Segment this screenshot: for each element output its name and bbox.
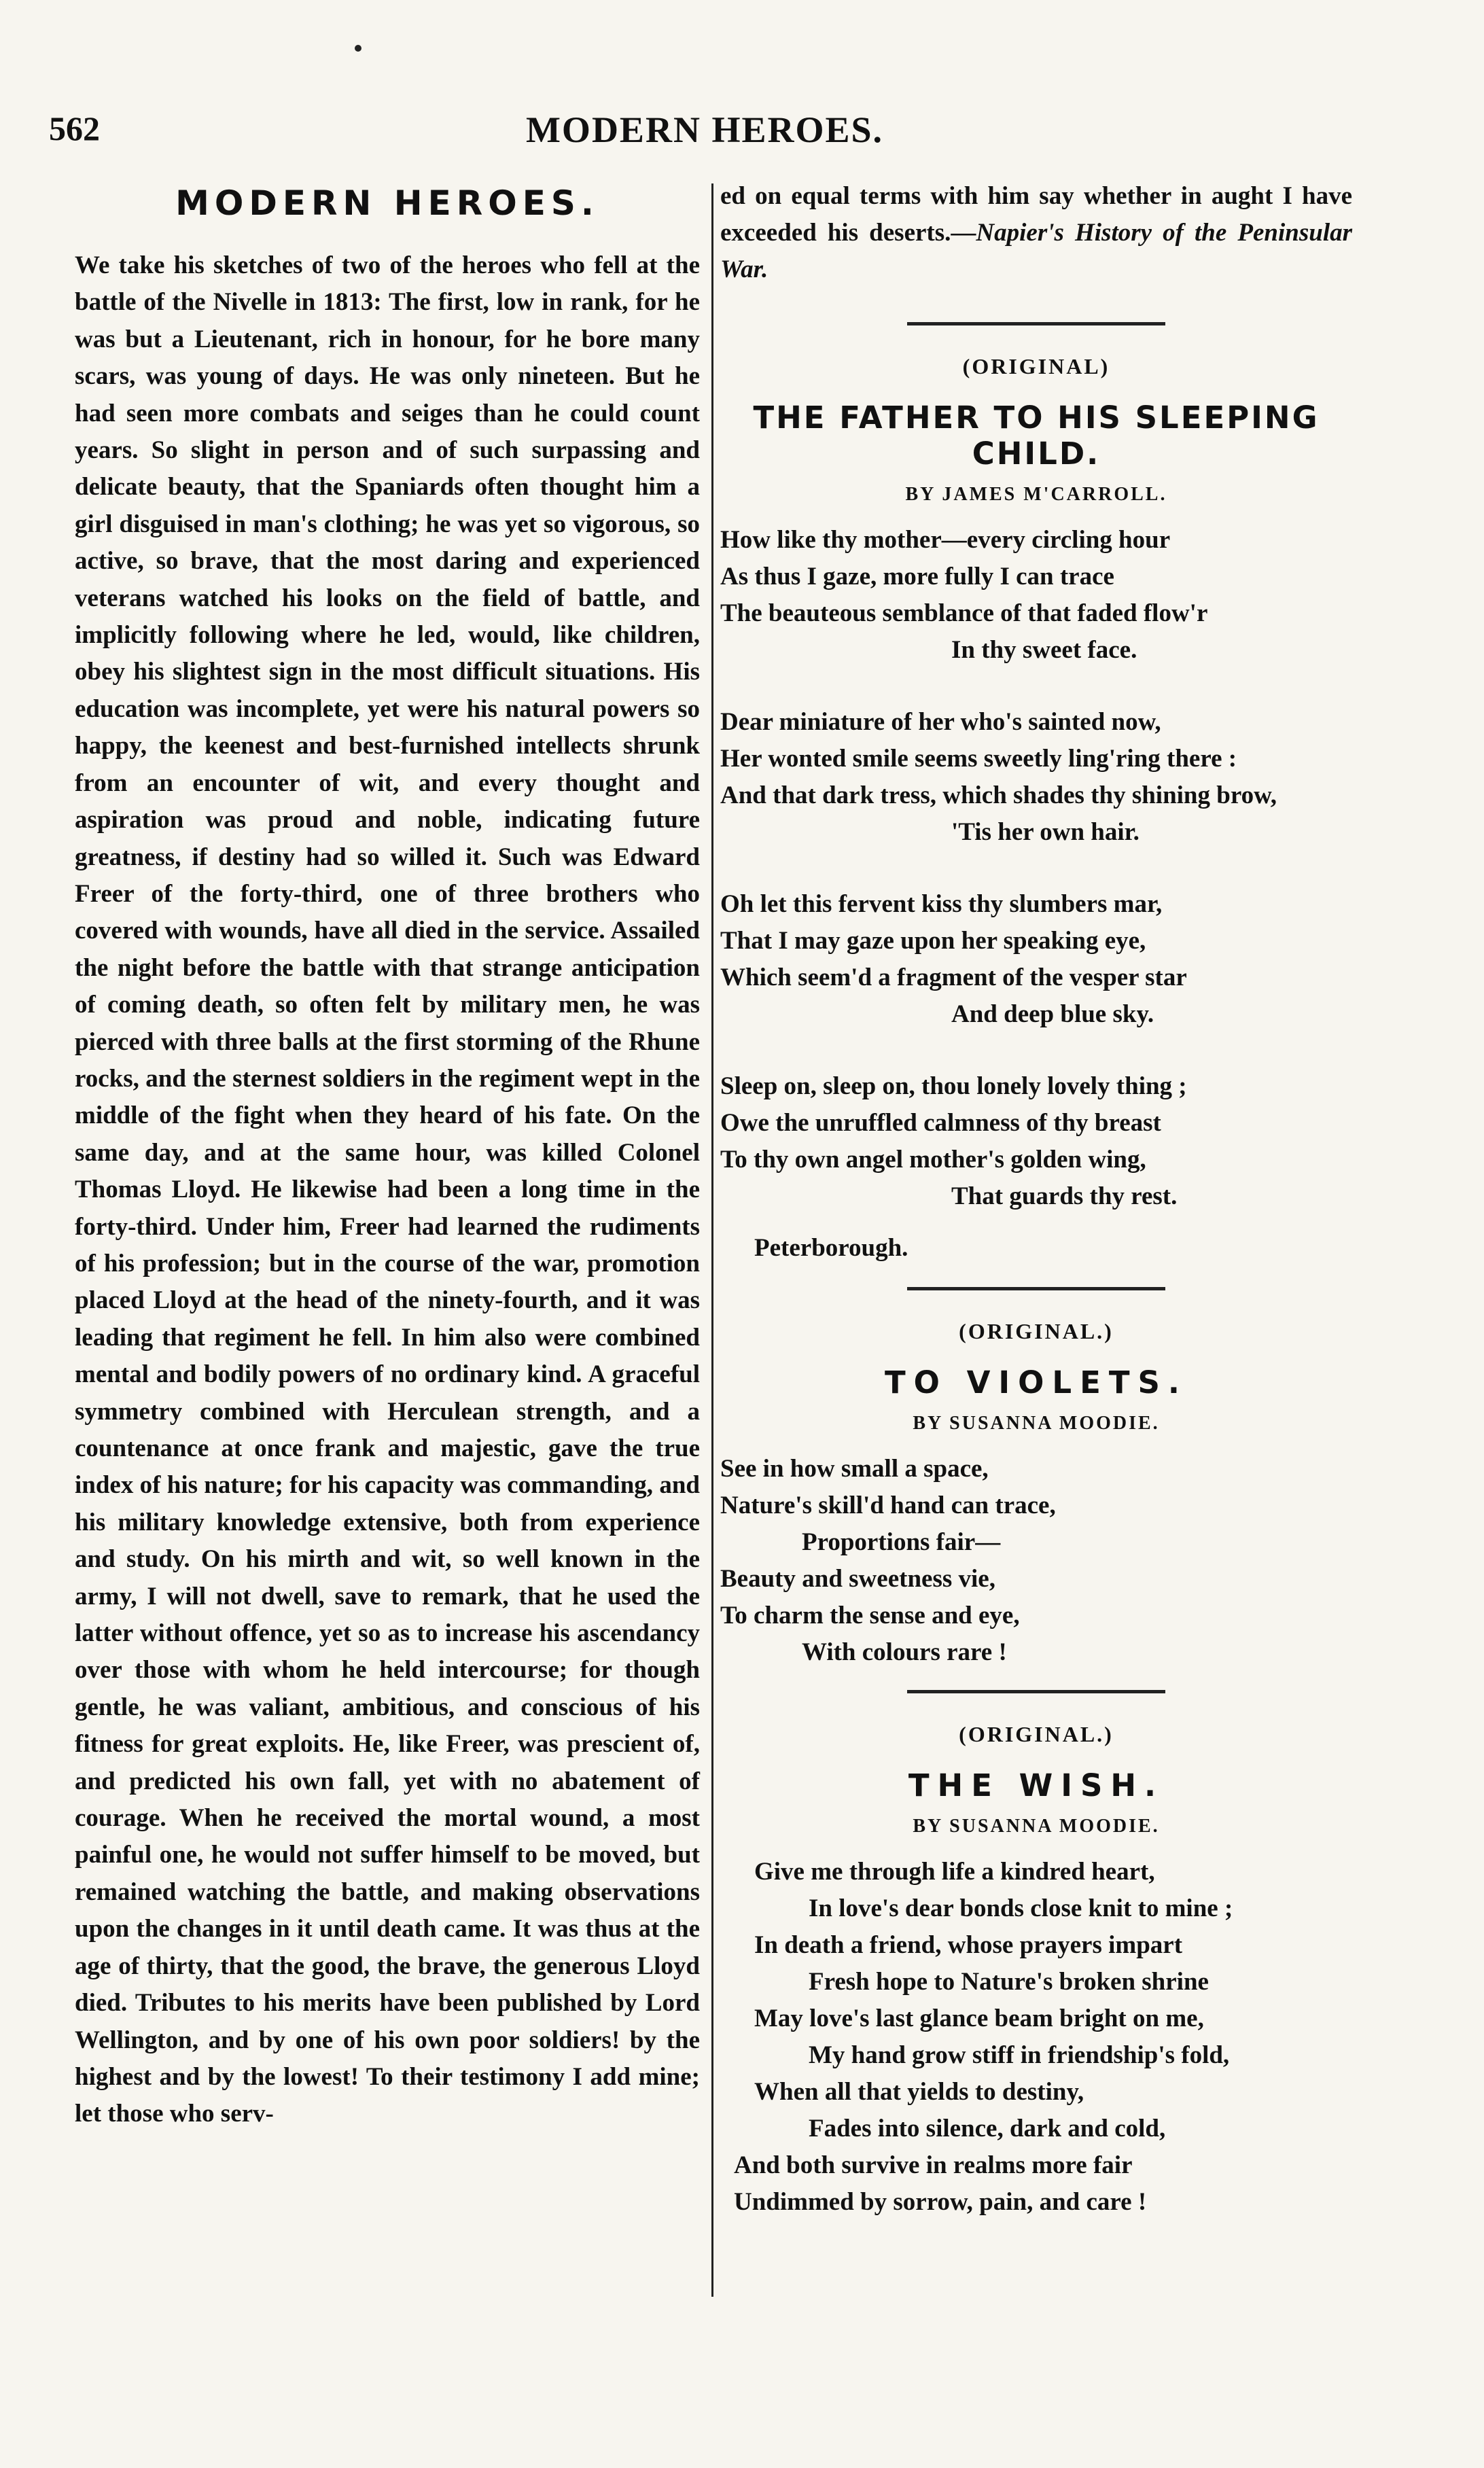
continuation-text: ed on equal terms with him say whether in aught I have exceeded his deserts.—: [720, 182, 1352, 247]
stanza: [720, 1854, 1352, 2221]
poem-the-wish: [720, 1722, 1352, 2221]
poem-line: Which seem'd a fragment of the vesper star: [720, 964, 1187, 991]
poem-label: (ORIGINAL.): [959, 1722, 1114, 1746]
citation: Napier's History of the Peninsular War.: [720, 219, 1352, 283]
poem-byline: BY SUSANNA MOODIE.: [913, 1413, 1160, 1434]
section-rule: [907, 322, 1165, 325]
poem-line: Oh let this fervent kiss thy slumbers mar,: [720, 890, 1163, 918]
poem-line: Nature's skill'd hand can trace,: [720, 1492, 1056, 1519]
running-title: MODERN HEROES.: [525, 109, 884, 150]
poem-line: My hand grow stiff in friendship's fold,: [809, 2041, 1230, 2069]
poem-line: Proportions fair—: [802, 1528, 1001, 1556]
poem-line: Give me through life a kindred heart,: [754, 1858, 1155, 1886]
ink-speck: [355, 45, 361, 52]
poem-byline: BY SUSANNA MOODIE.: [913, 1816, 1160, 1837]
poem-line: When all that yields to destiny,: [754, 2078, 1084, 2106]
page-header: [49, 109, 1360, 163]
poem-line: See in how small a space,: [720, 1455, 989, 1483]
section-rule: [907, 1287, 1165, 1290]
poem-line: To charm the sense and eye,: [720, 1602, 1020, 1629]
article-body: We take his sketches of two of the heroes who fell at the battle of the Nivelle in 1813: The first, low in rank, for he was but a Lieutenant, rich in honour, for he bore many scars, was young of days. He was only nineteen. But he had seen more combats and seiges than he could count years. So slight in person and of such surpassing and delicate beauty, that the Spaniards often thought him a girl disguised in man's clothing; he was yet so vigorous, so active, so brave, that the most daring and experienced veterans watched his looks on the field of battle, and implicitly following where he led, would, like children, obey his slightest sign in the most difficult situations. His education was incomplete, yet were his natural powers so happy, the keenest and best-furnished intellects shrunk from an encounter of wit, and every thought and aspiration was proud and noble, indicating future greatness, if destiny had so willed it. Such was Edward Freer of the forty-third, one of three brothers who covered with wounds, have all died in the service. Assailed the night before the battle with that strange anticipation of coming death, so often felt by military men, he was pierced with three balls at the first storming of the Rhune rocks, and the sternest soldiers in the regiment wept in the middle of the fight when they heard of his fate. On the same day, and at the same hour, was killed Colonel Thomas Lloyd. He likewise had been a long time in the forty-third. Under him, Freer had learned the rudiments of his profession; but in the course of the war, promotion placed Lloyd at the head of the ninety-fourth, and it was leading that regiment he fell. In him also were combined mental and bodily powers of no ordinary kind. A graceful symmetry combined with Herculean strength, and a countenance at once frank and majestic, gave the true index of his nature; for his capacity was commanding, and his military knowledge extensive, both from experience and study. On his mirth and wit, so well known in the army, I will not dwell, save to remark, that he used the latter without offence, yet so as to increase his ascendancy over those with whom he held intercourse; for though gentle, he was valiant, ambitious, and conscious of his fitness for great exploits. He, like Freer, was prescient of, and predicted his own fall, yet with no abatement of courage. When he received the mortal wound, a most painful one, he would not suffer himself to be moved, but remained watching the battle, and making observations upon the changes in it until death came. It was thus at the age of thirty, that the good, the brave, the generous Lloyd died. Tributes to his merits have been published by Lord Wellington, and by one of his own poor soldiers! by the highest and by the lowest! To their testimony I add mine; let those who serv-: [75, 251, 700, 2128]
poem-line: To thy own angel mother's golden wing,: [720, 1146, 1146, 1174]
poem-line: In love's dear bonds close knit to mine ;: [809, 1894, 1233, 1922]
right-column: [720, 178, 1352, 2256]
poem-line: Beauty and sweetness vie,: [720, 1565, 995, 1593]
poem-line: In death a friend, whose prayers impart: [754, 1931, 1183, 1959]
poem-line: In thy sweet face.: [951, 636, 1137, 664]
poem-title: THE FATHER TO HIS SLEEPING CHILD.: [753, 400, 1320, 472]
poem-line: Undimmed by sorrow, pain, and care !: [734, 2188, 1147, 2216]
poem-label: (ORIGINAL): [962, 354, 1110, 378]
poem-line: Her wonted smile seems sweetly ling'ring there :: [720, 745, 1237, 773]
stanza: [720, 1068, 1352, 1215]
stanza: [720, 704, 1352, 851]
poem-line: May love's last glance beam bright on me,: [754, 2005, 1204, 2032]
poem-line: How like thy mother—every circling hour: [720, 526, 1171, 554]
poem-line: Dear miniature of her who's sainted now,: [720, 708, 1161, 736]
poem-title: TO VIOLETS.: [884, 1364, 1188, 1400]
left-column: [75, 178, 700, 2133]
poem-line: Fresh hope to Nature's broken shrine: [809, 1968, 1209, 1996]
section-rule: [907, 1690, 1165, 1693]
poem-line: Owe the unruffled calmness of thy breast: [720, 1109, 1161, 1137]
poem-line: And that dark tress, which shades thy shining brow,: [720, 781, 1277, 809]
poem-line: The beauteous semblance of that faded flow'r: [720, 599, 1208, 627]
poem-line: Fades into silence, dark and cold,: [809, 2115, 1166, 2143]
poem-father-to-sleeping-child: [720, 354, 1352, 1267]
stanza: [720, 886, 1352, 1033]
poem-line: With colours rare !: [802, 1638, 1007, 1666]
poem-line: As thus I gaze, more fully I can trace: [720, 563, 1114, 590]
poem-line: That I may gaze upon her speaking eye,: [720, 927, 1146, 955]
poem-byline: BY JAMES M'CARROLL.: [905, 484, 1167, 505]
poem-line: And both survive in realms more fair: [734, 2151, 1133, 2179]
article-title: MODERN HEROES.: [175, 183, 599, 223]
poem-title: THE WISH.: [908, 1767, 1165, 1803]
poem-line: Sleep on, sleep on, thou lonely lovely thing ;: [720, 1072, 1187, 1100]
poem-line: That guards thy rest.: [951, 1182, 1178, 1210]
poem-place: Peterborough.: [754, 1234, 908, 1262]
poem-line: 'Tis her own hair.: [951, 818, 1140, 846]
poem-to-violets: [720, 1319, 1352, 1671]
stanza: [720, 522, 1352, 669]
page-number: 562: [49, 109, 100, 147]
poem-line: And deep blue sky.: [951, 1000, 1154, 1028]
article-continuation: [720, 178, 1352, 288]
stanza: [720, 1451, 1352, 1671]
column-divider: [711, 183, 713, 2297]
poem-label: (ORIGINAL.): [959, 1319, 1114, 1343]
